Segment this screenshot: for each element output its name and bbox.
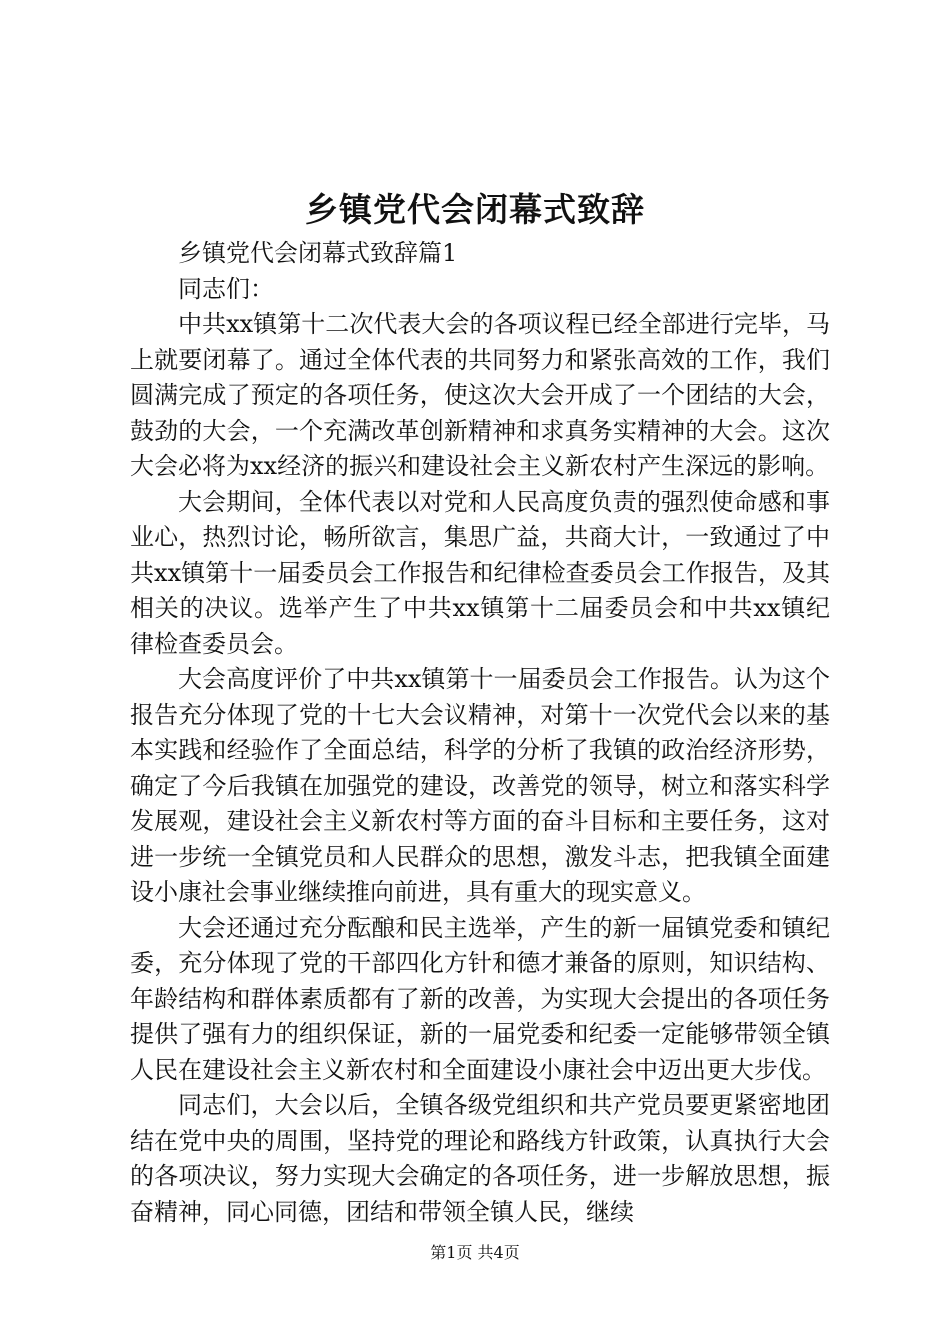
salutation: 同志们： [178, 274, 274, 303]
document-title: 乡镇党代会闭幕式致辞 [305, 190, 645, 229]
document-body [130, 236, 830, 1230]
body-paragraph-4: 大会还通过充分酝酿和民主选举，产生的新一届镇党委和镇纪委，充分体现了党的干部四化方针和德才兼备的原则，知识结构、年龄结构和群体素质都有了新的改善，为实现大会提出的各项任务提供了强有力的组织保证，新的一届党委和纪委一定能够带领全镇人民在建设社会主义新农村和全面建设小康社会中迈出更大步伐。 [130, 913, 830, 1084]
section-heading: 乡镇党代会闭幕式致辞篇1 [178, 239, 458, 267]
page-footer: 第1页 共4页 [430, 1243, 520, 1262]
body-paragraph-1: 中共xx镇第十二次代表大会的各项议程已经全部进行完毕，马上就要闭幕了。通过全体代表的共同努力和紧张高效的工作，我们圆满完成了预定的各项任务，使这次大会开成了一个团结的大会，鼓劲的大会，一个充满改革创新精神和求真务实精神的大会。这次大会必将为xx经济的振兴和建设社会主义新农村产生深远的影响。 [130, 310, 830, 480]
body-paragraph-5: 同志们，大会以后，全镇各级党组织和共产党员要更紧密地团结在党中央的周围，坚持党的理论和路线方针政策，认真执行大会的各项决议，努力实现大会确定的各项任务，进一步解放思想，振奋精神，同心同德，团结和带领全镇人民，继续 [130, 1091, 830, 1226]
body-paragraph-3: 大会高度评价了中共xx镇第十一届委员会工作报告。认为这个报告充分体现了党的十七大会议精神，对第十一次党代会以来的基本实践和经验作了全面总结，科学的分析了我镇的政治经济形势，确定了今后我镇在加强党的建设，改善党的领导，树立和落实科学发展观，建设社会主义新农村等方面的奋斗目标和主要任务，这对进一步统一全镇党员和人民群众的思想，激发斗志，把我镇全面建设小康社会事业继续推向前进，具有重大的现实意义。 [130, 665, 830, 906]
body-paragraph-2: 大会期间，全体代表以对党和人民高度负责的强烈使命感和事业心，热烈讨论，畅所欲言，集思广益，共商大计，一致通过了中共xx镇第十一届委员会工作报告和纪律检查委员会工作报告，及其相关的决议。选举产生了中共xx镇第十二届委员会和中共xx镇纪律检查委员会。 [130, 487, 830, 658]
